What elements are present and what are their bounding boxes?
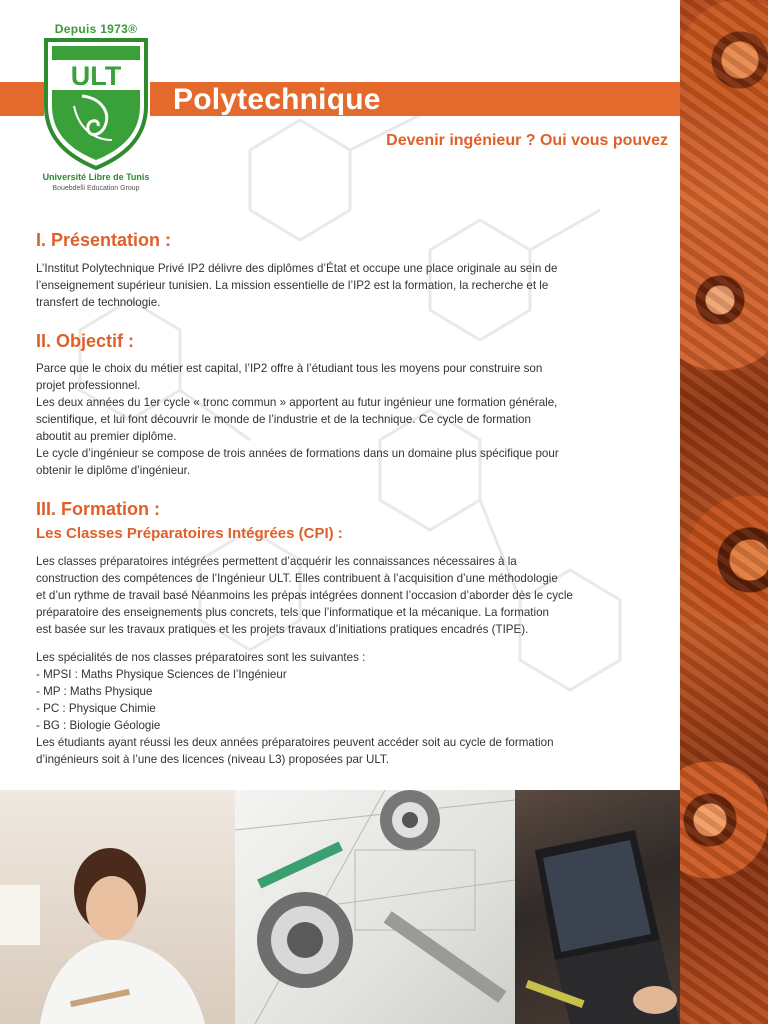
gear-decoration [680, 0, 768, 1024]
page-subtitle: Devenir ingénieur ? Oui vous pouvez [386, 132, 668, 149]
logo-group-name: Bouebdelli Education Group [52, 185, 140, 192]
ult-logo [38, 22, 154, 198]
presentation-text: L’Institut Polytechnique Privé IP2 délivre des diplômes d’État et occupe une place originale au sein de l’enseignement supérieur tunisien. La mission essentielle de l’IP2 est la formation, la recherche et le transfert de technologie. [36, 262, 558, 309]
engineering-tools-photo [235, 790, 515, 1024]
logo-since: Depuis 1973® [54, 22, 138, 36]
laptop-illustration [515, 790, 680, 1024]
laptop-photo [515, 790, 680, 1024]
cpi-text: Les classes préparatoires intégrées permettent d’acquérir les connaissances nécessaires à la construction des compétences de l’Ingénieur ULT. Elles contribuent à l’acquisition d’une méthodologie et d’un rythme de travail basé Néanmoins les prépas intégrées donnent l’occasion d’aborder dès le cycle préparatoire des enseignements plus concrets, tels que l’informatique et la mécanique. La formation est basée sur les travaux pratiques et les projets travaux d’initiations pratiques encadrés (TIPE). [36, 555, 573, 636]
specialties-text: Les spécialités de nos classes préparatoires sont les suivantes : - MPSI : Maths Physique Sciences de l’Ingénieur - MP : Maths Physique - PC : Physique Chimie - BG : Biologie Géologie Les étudiants ayant réussi les deux années préparatoires peuvent accéder soit au cycle de formation d’ingénieurs soit à l’une des licences (niveau L3) proposées par ULT. [36, 651, 554, 766]
student-photo [0, 790, 235, 1024]
objectif-text: Parce que le choix du métier est capital, l’IP2 offre à l’étudiant tous les moyens pour construire son projet professionnel. Les deux années du 1er cycle « tronc commun » apportent au futur ingénieur une formation générale, scientifique, et lui font découvrir le monde de l’industrie et de la technique. Ce cycle de formation aboutit au premier diplôme. Le cycle d’ingénieur se compose de trois années de formations dans un domaine plus spécifique pour obtenir le diplôme d’ingénieur. [36, 362, 559, 477]
section-heading-formation: III. Formation : [36, 499, 160, 519]
subsection-heading-cpi: Les Classes Préparatoires Intégrées (CPI) : [36, 525, 343, 542]
section-heading-presentation: I. Présentation : [36, 230, 172, 250]
logo-university-name: Université Libre de Tunis [42, 172, 150, 182]
section-heading-objectif: II. Objectif : [36, 331, 135, 351]
bearings-illustration [235, 790, 515, 1024]
photo-strip [0, 790, 680, 1024]
student-illustration [0, 790, 235, 1024]
page-title: Polytechnique [173, 83, 381, 116]
logo-acronym: ULT [70, 61, 122, 91]
shield-icon [42, 36, 150, 170]
